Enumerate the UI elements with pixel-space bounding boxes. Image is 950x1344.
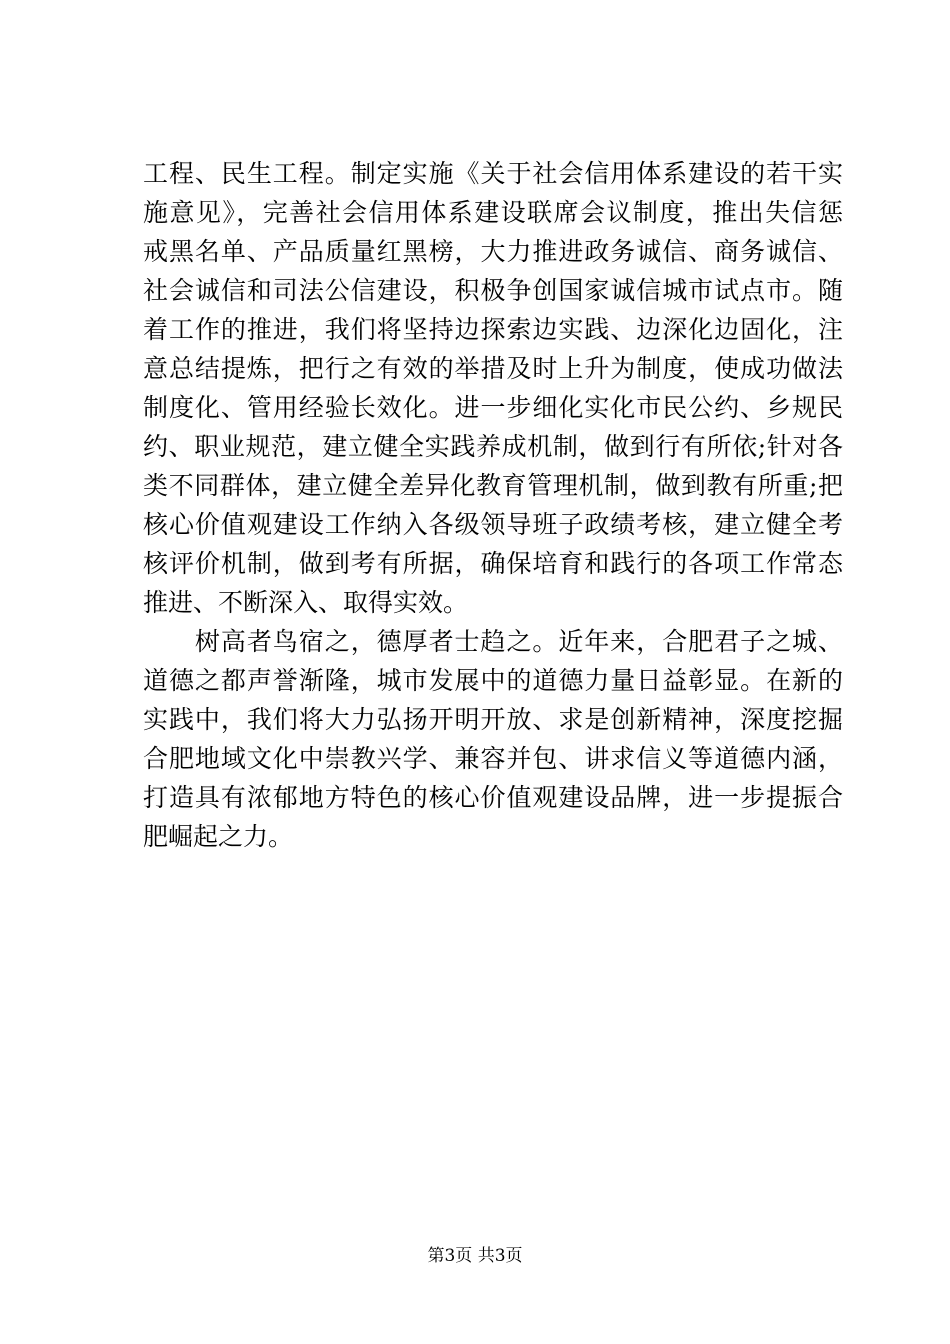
body-line-3: 戒黑名单、产品质量红黑榜，大力推进政务诚信、商务诚信、 — [143, 237, 843, 266]
body-line-15: 实践中，我们将大力弘扬开明开放、求是创新精神，深度挖掘 — [143, 705, 843, 734]
body-line-12: 推进、不断深入、取得实效。 — [143, 588, 469, 617]
body-line-8: 约、职业规范，建立健全实践养成机制，做到行有所依;针对各 — [143, 432, 843, 461]
body-line-16: 合肥地域文化中崇教兴学、兼容并包、讲求信义等道德内涵， — [143, 744, 843, 773]
body-line-1: 工程、民生工程。制定实施《关于社会信用体系建设的若干实 — [143, 159, 843, 188]
body-line-9: 类不同群体，建立健全差异化教育管理机制，做到教有所重;把 — [143, 471, 843, 500]
body-line-4: 社会诚信和司法公信建设，积极争创国家诚信城市试点市。随 — [143, 276, 843, 305]
body-line-7: 制度化、管用经验长效化。进一步细化实化市民公约、乡规民 — [143, 393, 843, 422]
body-line-6: 意总结提炼，把行之有效的举措及时上升为制度，使成功做法 — [143, 354, 843, 383]
body-line-11: 核评价机制，做到考有所据，确保培育和践行的各项工作常态 — [143, 549, 843, 578]
body-line-13: 树高者鸟宿之，德厚者士趋之。近年来，合肥君子之城、 — [143, 627, 843, 656]
body-line-17: 打造具有浓郁地方特色的核心价值观建设品牌，进一步提振合 — [143, 783, 843, 812]
page-number-footer: 第3页 共3页 — [427, 1246, 523, 1266]
body-line-10: 核心价值观建设工作纳入各级领导班子政绩考核，建立健全考 — [143, 510, 843, 539]
body-line-2: 施意见》，完善社会信用体系建设联席会议制度，推出失信惩 — [143, 198, 843, 227]
body-line-14: 道德之都声誉渐隆，城市发展中的道德力量日益彰显。在新的 — [143, 666, 843, 695]
body-line-5: 着工作的推进，我们将坚持边探索边实践、边深化边固化，注 — [143, 315, 843, 344]
body-line-18: 肥崛起之力。 — [143, 822, 294, 851]
